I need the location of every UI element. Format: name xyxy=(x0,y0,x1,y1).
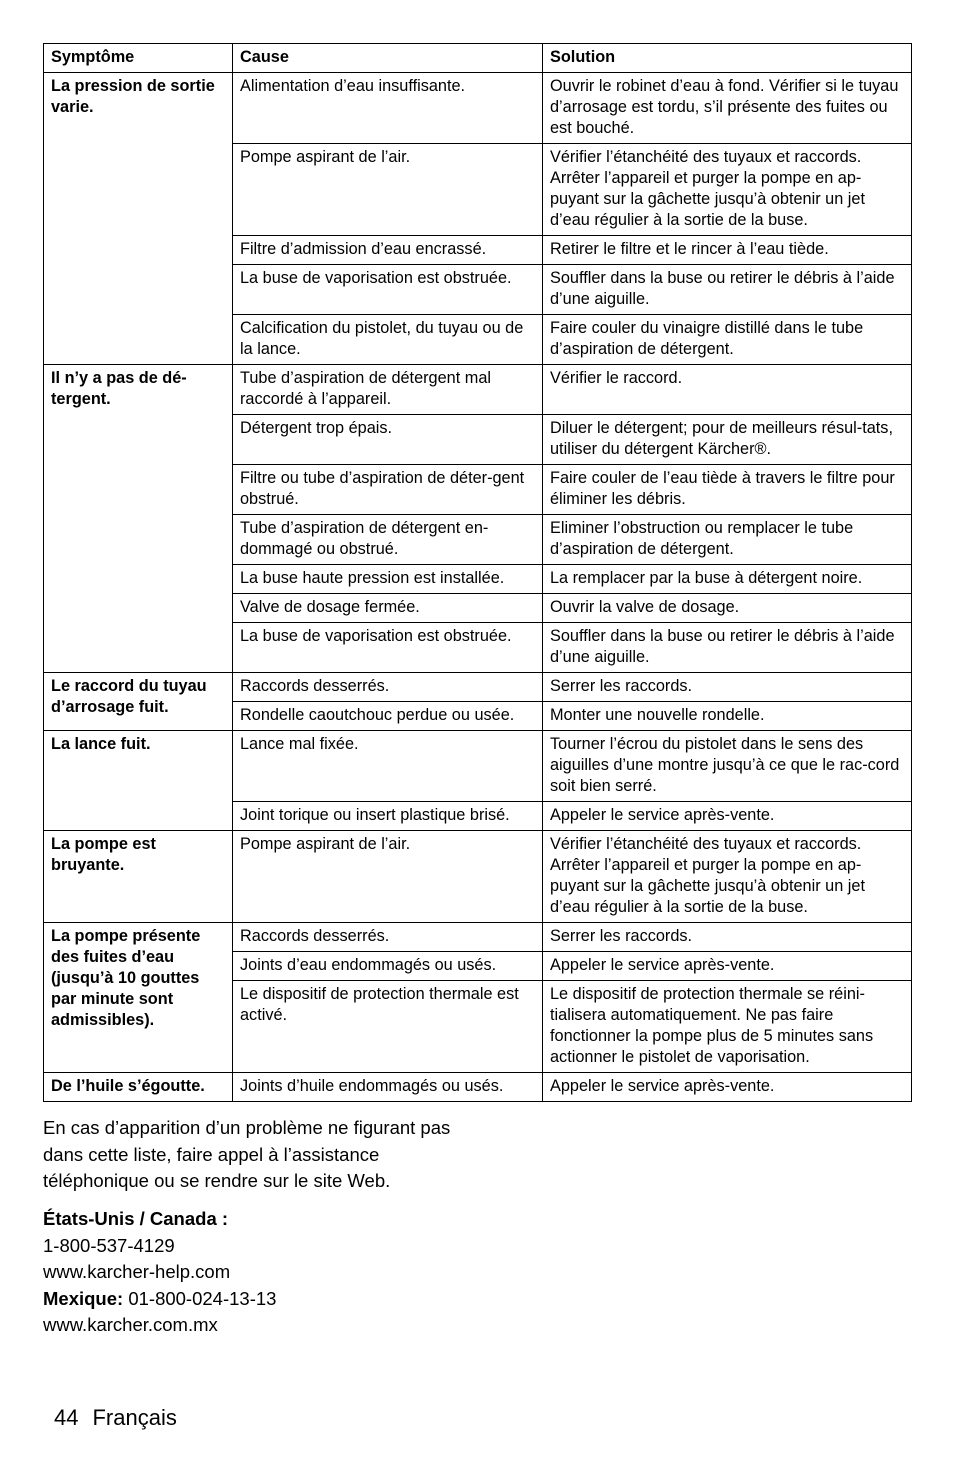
solution-cell: Tourner l’écrou du pistolet dans le sens des aiguilles d’une montre jusqu’à ce que le rac-cord soit bien serré. xyxy=(543,731,912,802)
table-row xyxy=(44,73,912,144)
solution-cell: Serrer les raccords. xyxy=(543,923,912,952)
solution-cell: Retirer le filtre et le rincer à l’eau tiède. xyxy=(543,236,912,265)
table-header-row xyxy=(44,44,912,73)
solution-cell: Souffler dans la buse ou retirer le débris à l’aide d’une aiguille. xyxy=(543,623,912,673)
symptom-cell: La pompe est bruyante. xyxy=(44,831,233,923)
header-solution: Solution xyxy=(543,44,912,73)
symptom-cell: De l’huile s’égoutte. xyxy=(44,1073,233,1102)
solution-cell: Vérifier le raccord. xyxy=(543,365,912,415)
symptom-cell: La pression de sortie varie. xyxy=(44,73,233,365)
mexico-line xyxy=(43,1286,276,1313)
cause-cell: Détergent trop épais. xyxy=(233,415,543,465)
cause-cell: Le dispositif de protection thermale est activé. xyxy=(233,981,543,1073)
table-row xyxy=(44,1073,912,1102)
cause-cell: Tube d’aspiration de détergent en-dommagé ou obstrué. xyxy=(233,515,543,565)
page-language: Français xyxy=(92,1405,177,1430)
solution-cell: Serrer les raccords. xyxy=(543,673,912,702)
table-row xyxy=(44,831,912,923)
contact-info xyxy=(43,1206,276,1339)
symptom-cell: Le raccord du tuyau d’arrosage fuit. xyxy=(44,673,233,731)
cause-cell: La buse haute pression est installée. xyxy=(233,565,543,594)
solution-cell: Diluer le détergent; pour de meilleurs résul-tats, utiliser du détergent Kärcher®. xyxy=(543,415,912,465)
cause-cell: La buse de vaporisation est obstruée. xyxy=(233,623,543,673)
us-website-link[interactable]: www.karcher-help.com xyxy=(43,1261,231,1282)
mexico-label: Mexique: xyxy=(43,1287,124,1309)
us-canada-heading: États-Unis / Canada : xyxy=(43,1208,229,1229)
symptom-cell: Il n’y a pas de dé-tergent. xyxy=(44,365,233,673)
solution-cell: Souffler dans la buse ou retirer le débris à l’aide d’une aiguille. xyxy=(543,265,912,315)
cause-cell: Joints d’eau endommagés ou usés. xyxy=(233,952,543,981)
cause-cell: Rondelle caoutchouc perdue ou usée. xyxy=(233,702,543,731)
table-row xyxy=(44,731,912,802)
cause-cell: Pompe aspirant de l’air. xyxy=(233,144,543,236)
cause-cell: Valve de dosage fermée. xyxy=(233,594,543,623)
solution-cell: Vérifier l’étanchéité des tuyaux et raccords. Arrêter l’appareil et purger la pompe en ap-puyant sur la gâchette jusqu’à obtenir un jet d’eau régulier à la sortie de la buse. xyxy=(543,144,912,236)
solution-cell: Appeler le service après-vente. xyxy=(543,1073,912,1102)
page-number: 44 xyxy=(54,1405,79,1430)
solution-cell: Vérifier l’étanchéité des tuyaux et raccords. Arrêter l’appareil et purger la pompe en ap-puyant sur la gâchette jusqu’à obtenir un jet d’eau régulier à la sortie de la buse. xyxy=(543,831,912,923)
troubleshooting-table xyxy=(43,43,912,1102)
cause-cell: Raccords desserrés. xyxy=(233,923,543,952)
header-cause: Cause xyxy=(233,44,543,73)
cause-cell: La buse de vaporisation est obstruée. xyxy=(233,265,543,315)
table-row xyxy=(44,673,912,702)
table-row xyxy=(44,923,912,952)
solution-cell: Appeler le service après-vente. xyxy=(543,802,912,831)
mexico-website-link[interactable]: www.karcher.com.mx xyxy=(43,1314,218,1335)
solution-cell: La remplacer par la buse à détergent noire. xyxy=(543,565,912,594)
us-phone: 1-800-537-4129 xyxy=(43,1234,175,1256)
solution-cell: Faire couler de l’eau tiède à travers le filtre pour éliminer les débris. xyxy=(543,465,912,515)
solution-cell: Eliminer l’obstruction ou remplacer le tube d’aspiration de détergent. xyxy=(543,515,912,565)
solution-cell: Ouvrir la valve de dosage. xyxy=(543,594,912,623)
help-note: En cas d’apparition d’un problème ne figurant pas dans cette liste, faire appel à l’assistance téléphonique ou se rendre sur le site Web. xyxy=(43,1117,451,1191)
solution-cell: Appeler le service après-vente. xyxy=(543,952,912,981)
solution-cell: Ouvrir le robinet d’eau à fond. Vérifier si le tuyau d’arrosage est tordu, s’il présente des fuites ou est bouché. xyxy=(543,73,912,144)
cause-cell: Tube d’aspiration de détergent mal raccordé à l’appareil. xyxy=(233,365,543,415)
cause-cell: Pompe aspirant de l’air. xyxy=(233,831,543,923)
solution-cell: Le dispositif de protection thermale se réini-tialisera automatiquement. Ne pas faire fonctionner la pompe plus de 5 minutes sans actionner le pistolet de vaporisation. xyxy=(543,981,912,1073)
cause-cell: Calcification du pistolet, du tuyau ou de la lance. xyxy=(233,315,543,365)
cause-cell: Lance mal fixée. xyxy=(233,731,543,802)
cause-cell: Raccords desserrés. xyxy=(233,673,543,702)
cause-cell: Filtre d’admission d’eau encrassé. xyxy=(233,236,543,265)
page-footer xyxy=(54,1405,177,1431)
mexico-phone: 01-800-024-13-13 xyxy=(128,1287,277,1309)
cause-cell: Filtre ou tube d’aspiration de déter-gent obstrué. xyxy=(233,465,543,515)
solution-cell: Monter une nouvelle rondelle. xyxy=(543,702,912,731)
symptom-cell: La lance fuit. xyxy=(44,731,233,831)
solution-cell: Faire couler du vinaigre distillé dans le tube d’aspiration de détergent. xyxy=(543,315,912,365)
symptom-cell: La pompe présente des fuites d’eau (jusqu’à 10 gouttes par minute sont admissibles). xyxy=(44,923,233,1073)
header-symptom: Symptôme xyxy=(44,44,233,73)
cause-cell: Alimentation d’eau insuffisante. xyxy=(233,73,543,144)
cause-cell: Joint torique ou insert plastique brisé. xyxy=(233,802,543,831)
table-row xyxy=(44,365,912,415)
cause-cell: Joints d’huile endommagés ou usés. xyxy=(233,1073,543,1102)
